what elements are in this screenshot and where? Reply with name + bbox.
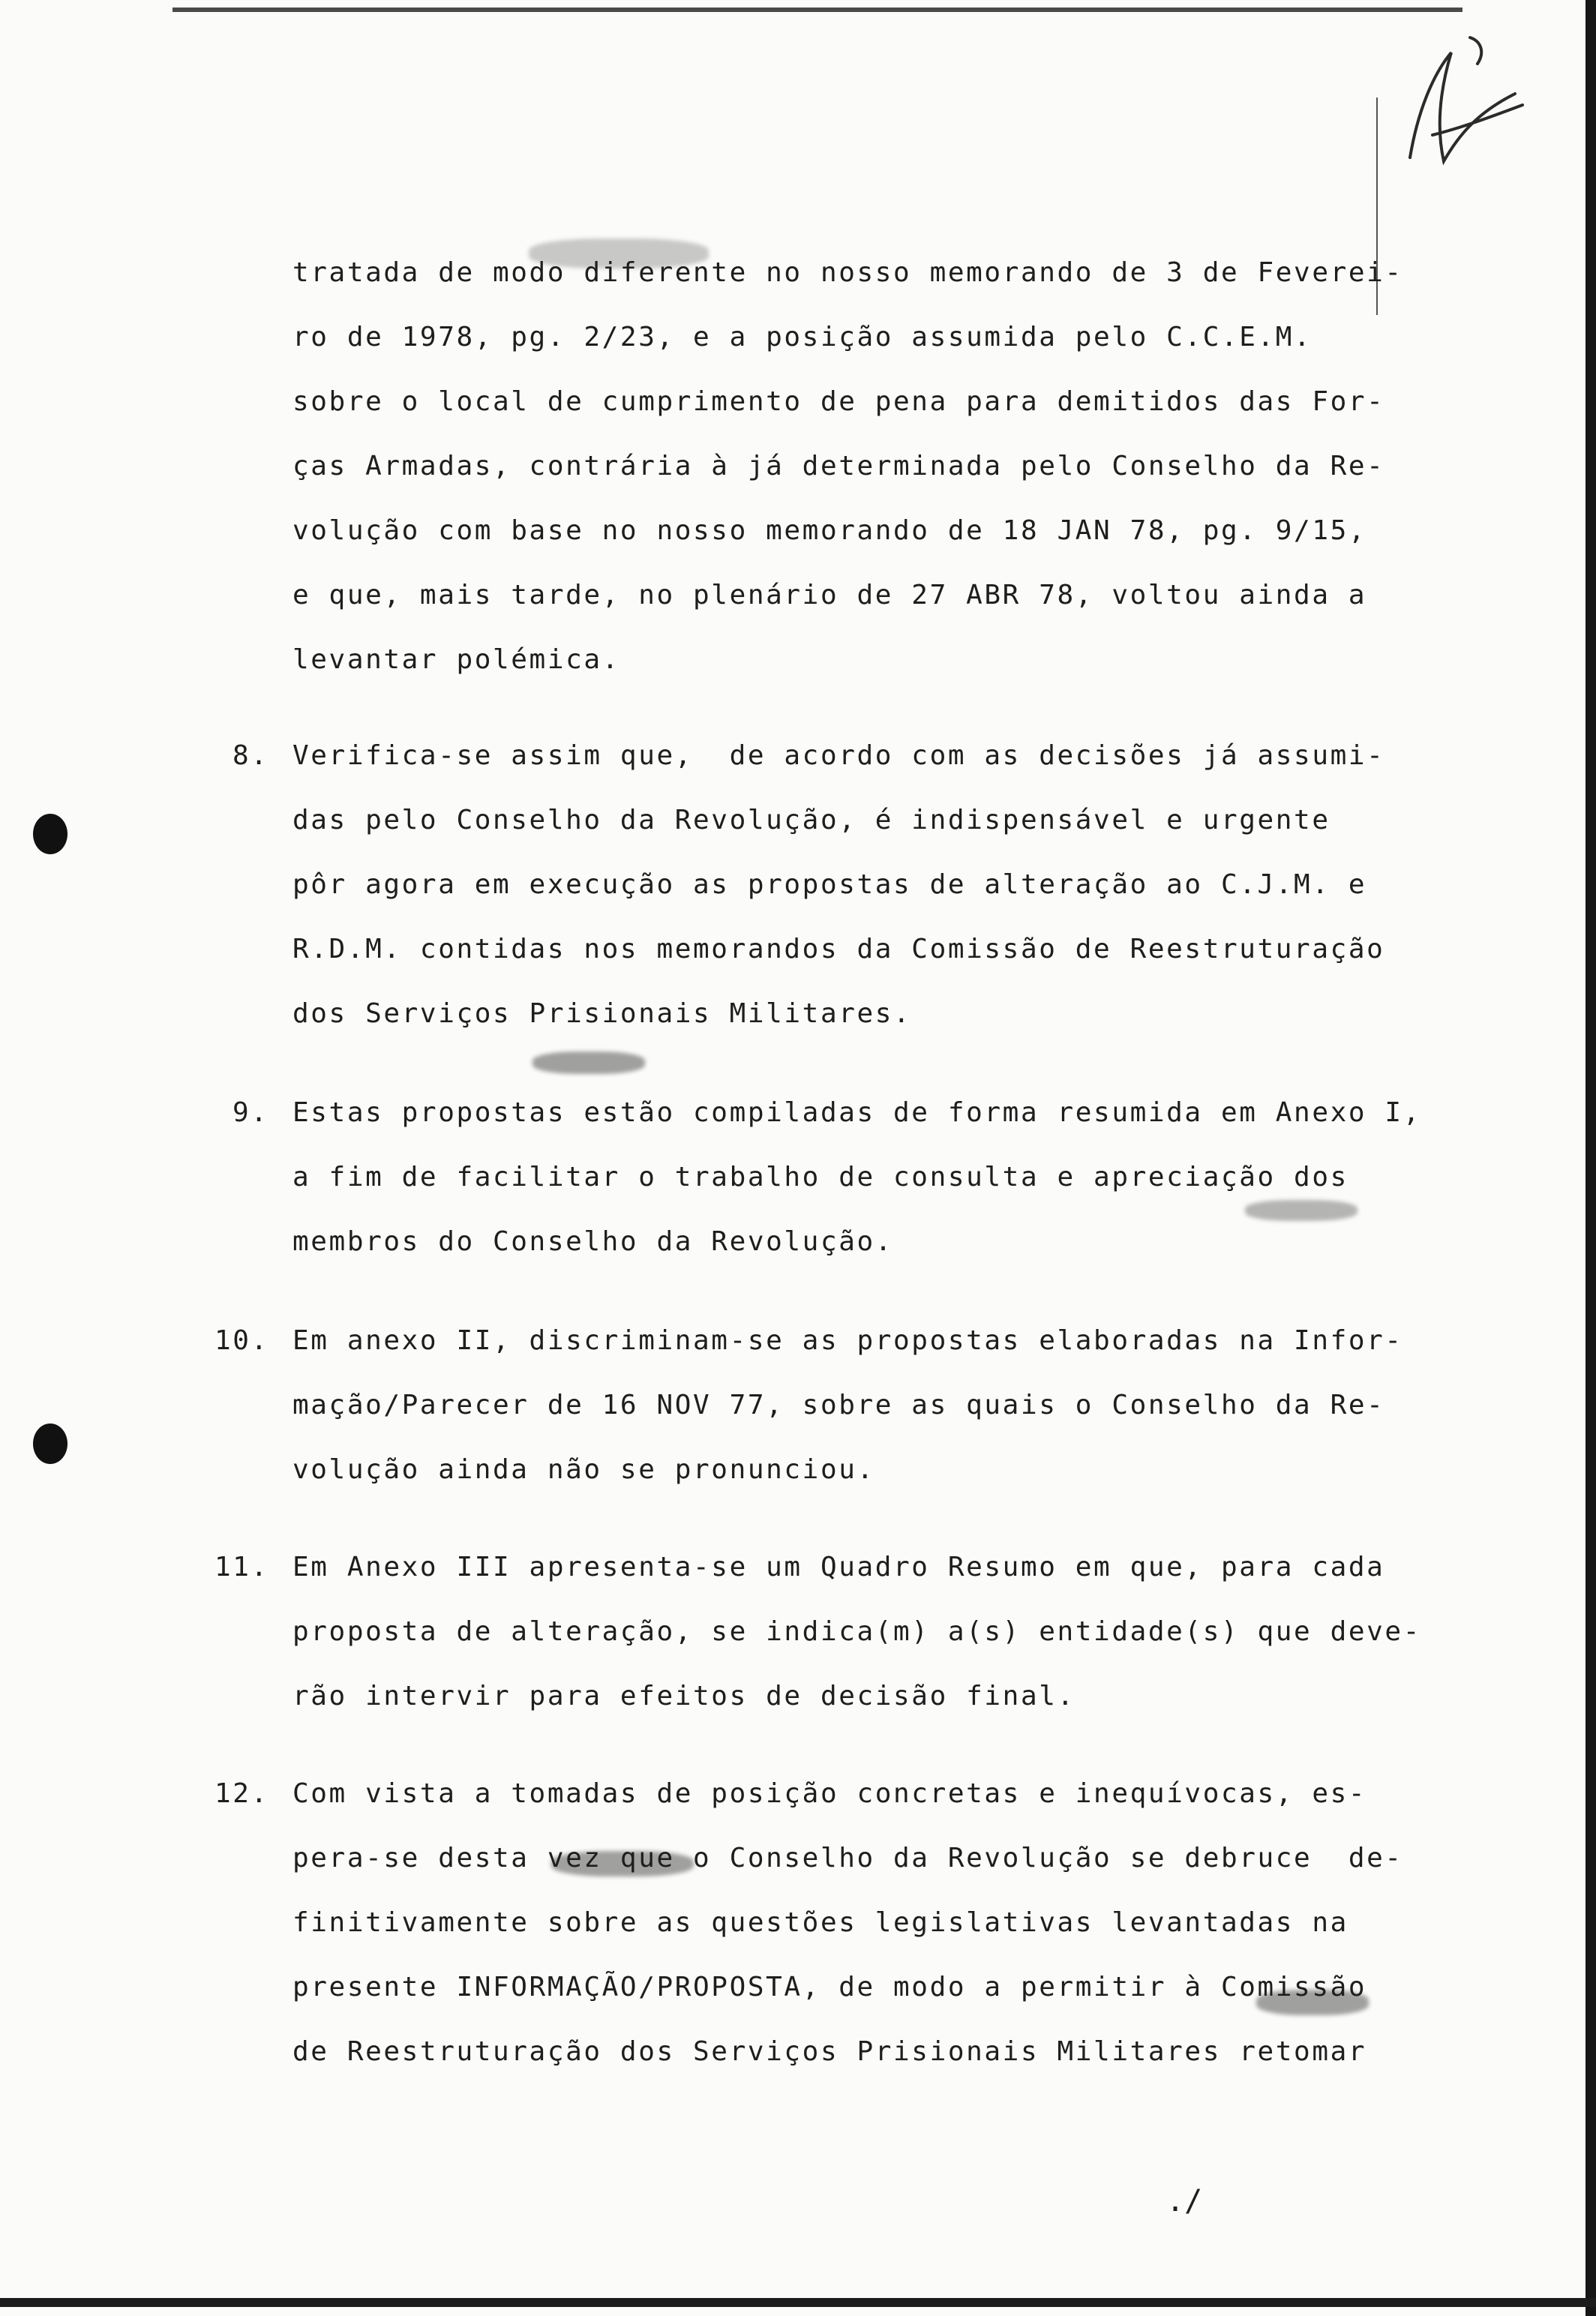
paragraph-number: 10.: [214, 1325, 269, 1356]
text-line: pera-se desta vez que o Conselho da Revolução se debruce de-: [292, 1843, 1403, 1874]
text-line: Em Anexo III apresenta-se um Quadro Resumo em que, para cada: [292, 1552, 1385, 1582]
text-line: e que, mais tarde, no plenário de 27 ABR 78, voltou ainda a: [292, 580, 1367, 610]
text-line: mação/Parecer de 16 NOV 77, sobre as quais o Conselho da Re-: [292, 1390, 1385, 1420]
text-line: dos Serviços Prisionais Militares.: [292, 998, 912, 1029]
text-line: pôr agora em execução as propostas de alteração ao C.J.M. e: [292, 869, 1367, 900]
paragraph-number: 11.: [214, 1552, 269, 1582]
paragraph-number: 12.: [214, 1778, 269, 1809]
top-border-line: [172, 8, 1462, 12]
text-line: membros do Conselho da Revolução.: [292, 1226, 894, 1257]
ink-smudge: [1245, 1200, 1358, 1221]
text-line: ças Armadas, contrária à já determinada pelo Conselho da Re-: [292, 451, 1385, 482]
text-line: Estas propostas estão compiladas de forma resumida em Anexo I,: [292, 1097, 1421, 1128]
text-line: volução com base no nosso memorando de 18 JAN 78, pg. 9/15,: [292, 515, 1367, 546]
text-line: levantar polémica.: [292, 644, 620, 675]
text-line: Com vista a tomadas de posição concretas e inequívocas, es-: [292, 1778, 1367, 1809]
text-line: Em anexo II, discriminam-se as propostas elaboradas na Infor-: [292, 1325, 1403, 1356]
text-line: ro de 1978, pg. 2/23, e a posição assumida pelo C.C.E.M.: [292, 322, 1312, 352]
text-line: Verifica-se assim que, de acordo com as decisões já assumi-: [292, 740, 1385, 771]
ink-smudge: [532, 1052, 645, 1074]
text-line: tratada de modo diferente no nosso memorando de 3 de Feverei-: [292, 257, 1403, 288]
text-line: das pelo Conselho da Revolução, é indispensável e urgente: [292, 805, 1330, 836]
text-line: a fim de facilitar o trabalho de consulta e apreciação dos: [292, 1162, 1348, 1192]
text-line: finitivamente sobre as questões legislativas levantadas na: [292, 1907, 1348, 1938]
continuation-mark: ./: [1166, 2184, 1203, 2218]
text-line: de Reestruturação dos Serviços Prisionais Militares retomar: [292, 2036, 1367, 2067]
right-page-edge: [1586, 0, 1596, 2316]
text-line: sobre o local de cumprimento de pena para demitidos das For-: [292, 386, 1385, 417]
text-line: volução ainda não se pronunciou.: [292, 1454, 875, 1485]
punch-hole: [33, 1424, 68, 1464]
bottom-border-line: [0, 2298, 1596, 2307]
text-line: presente INFORMAÇÃO/PROPOSTA, de modo a permitir à Comissão: [292, 1972, 1367, 2002]
paragraph-number: 9.: [232, 1097, 269, 1128]
handwritten-initials: [1388, 22, 1530, 180]
text-line: R.D.M. contidas nos memorandos da Comissão de Reestruturação: [292, 934, 1385, 964]
paragraph-number: 8.: [232, 740, 269, 771]
punch-hole: [33, 814, 68, 854]
text-line: proposta de alteração, se indica(m) a(s) entidade(s) que deve-: [292, 1616, 1421, 1647]
text-line: rão intervir para efeitos de decisão final.: [292, 1681, 1076, 1712]
